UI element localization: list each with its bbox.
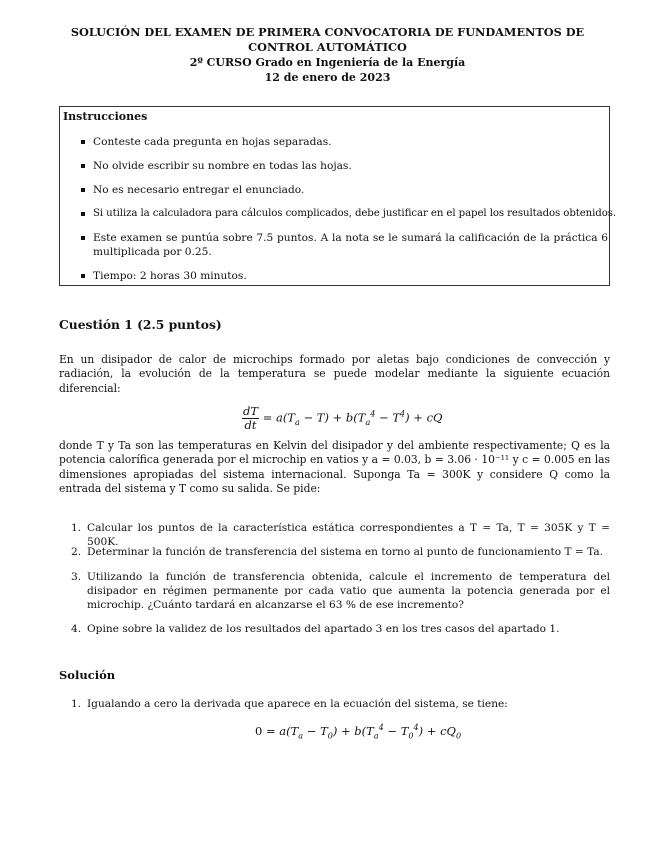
differential-equation: $\frac{dT}{dt}$ = $a(T_a - T) + b(T_a^4 - T^4)$ + cQ bbox=[243, 404, 443, 432]
document-title: SOLUCIÓN DEL EXAMEN DE PRIMERA CONVOCATORIA DE FUNDAMENTOS DE CONTROL AUTOMÁTICO bbox=[70, 25, 585, 54]
question-heading: Cuestión 1 (2.5 puntos) bbox=[59, 317, 222, 332]
instructions-box: Instrucciones Conteste cada pregunta en hojas separadas. No olvide escribir su nombre en todas las hojas. No es necesario entregar el enunciado. Si utiliza la calculadora para cálculos complicados, debe justificar en el papel los resultados obtenidos. Este examen se puntúa sobre 7.5 puntos. A la nota se le sumará la calificación de la práctica 6 multiplicada por 0.25. Tiempo: 2 horas 30 minutos. bbox=[59, 106, 610, 286]
bullet-icon bbox=[81, 212, 85, 216]
bullet-icon bbox=[81, 188, 85, 192]
equilibrium-equation: $0 = a(T_a - T_0) + b(T_a^4 - T_0^4) + cQ_0$ bbox=[255, 723, 462, 741]
question-intro: En un disipador de calor de microchips formado por aletas bajo condiciones de convección y radiación, la evolución de la temperatura se puede modelar mediante la siguiente ecuación diferencial: bbox=[59, 353, 610, 395]
bullet-icon bbox=[81, 274, 85, 278]
bullet-icon bbox=[81, 140, 85, 144]
instructions-title: Instrucciones bbox=[63, 110, 148, 123]
bullet-icon bbox=[81, 236, 85, 240]
question-explanation: donde T y Ta son las temperaturas en Kelvin del disipador y del ambiente respectivamente; Q es la potencia calorífica generada por el microchip en vatios y a = 0.03, b = 3.06 · 10⁻¹¹ y c = 0.005 en las dimensiones apropiadas del sistema internacional. Suponga Ta = 300K y considere Q como la entrada del sistema y T como su salida. Se pide: bbox=[59, 439, 610, 495]
bullet-icon bbox=[81, 164, 85, 168]
exam-date: 12 de enero de 2023 bbox=[264, 71, 391, 84]
course-line: 2º CURSO Grado en Ingeniería de la Energía bbox=[189, 56, 466, 69]
solution-heading: Solución bbox=[59, 668, 116, 682]
exam-page: SOLUCIÓN DEL EXAMEN DE PRIMERA CONVOCATORIA DE FUNDAMENTOS DE CONTROL AUTOMÁTICO 2º CURSO Grado en Ingeniería de la Energía 12 de enero de 2023 Instrucciones Conteste cada pregunta en hojas separadas. No olvide escribir su nombre en todas las hojas. No es necesario entregar el enunciado. Si utiliza la calculadora para cálculos complicados, debe justificar en el papel los resultados obtenidos. Este examen se puntúa sobre 7.5 puntos. A la nota se le sumará la calificación de la práctica 6 multiplicada por 0.25. Tiempo: 2 horas 30 minutos. Cuestión 1 (2.5 puntos) En un disipador de calor de microchips formado por aletas bajo condiciones de convección y radiación, la evolución de la temperatura se puede modelar mediante la siguiente ecuación diferencial: $\frac{dT}{dt}$ = $a(T_a - T) + b(T_a^4 - T^4)$ + cQ donde T y Ta son las temperaturas en Kelvin del disipador y del ambiente respectivamente; Q es la potencia calorífica generada por el microchip en vatios y a = 0.03, b = 3.06 · 10⁻¹¹ y c = 0.005 en las dimensiones apropiadas del sistema internacional. Suponga Ta = 300K y considere Q como la entrada del sistema y T como su salida. Se pide: 1. Calcular los puntos de la característica estática correspondientes a T = Ta, T = 305K y T = 500K. 2. Determinar la función de transferencia del sistema en torno al punto de funcionamiento T = Ta. 3. Utilizando la función de transferencia obtenida, calcule el incremento de temperatura del disipador en régimen permanente por cada vatio que aumenta la potencia generada por el microchip. ¿Cuánto tardará en alcanzarse el 63 % de ese incremento? 4. Opine sobre la validez de los resultados del apartado 3 en los tres casos del apartado 1. Solución 1. Igualando a cero la derivada que aparece en la ecuación del sistema, se tiene: $0 = a(T_a - T_0) + b(T_a^4 - T_0^4) + cQ_0$ bbox=[0, 0, 655, 848]
